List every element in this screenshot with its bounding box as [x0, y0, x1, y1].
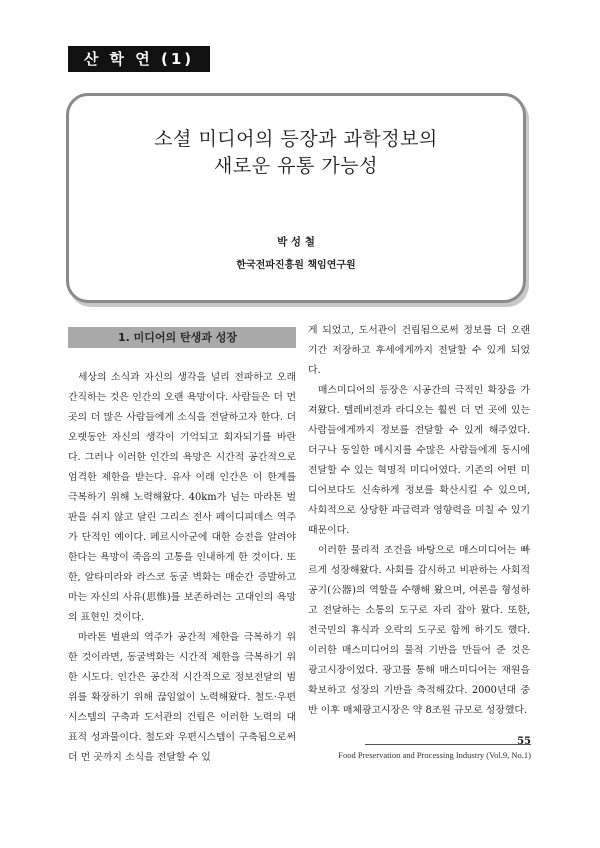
left-column [68, 368, 296, 768]
title-box [66, 93, 526, 303]
journal-name: Food Preservation and Processing Industry (Vol.9, No.1) [338, 750, 531, 760]
author-name: 박 성 철 [277, 236, 315, 248]
page-number: 55 [517, 736, 531, 747]
series-tag: 산 학 연 (1) [68, 46, 210, 72]
paragraph: 마라톤 벌판의 역주가 공간적 제한을 극복하기 위한 것이라면, 동굴벽화는 시간적 제한을 극복하기 위한 시도다. 인간은 공간적 시간적으로 정보전달의 범위를 확장하기 위해 끊임없이 노력해왔다. 철도·우편시스템의 구축과 도서관의 건립은 이러한 노력의 대표적 성과물이다. 철도와 우편시스템이 구축됨으로써 더 먼 곳까지 소식을 전달할 수 있 [68, 632, 296, 763]
footer-rule [365, 744, 531, 745]
section-heading: 1. 미디어의 탄생과 성장 [68, 327, 296, 348]
paragraph: 세상의 소식과 자신의 생각을 널리 전파하고 오래 간직하는 것은 인간의 오랜 욕망이다. 사람들은 더 먼 곳의 더 많은 사람들에게 소식을 전달하고자 한다. 더 오랫동안 자신의 생각이 기억되고 회자되기를 바란다. 그러나 이러한 인간의 욕망은 시간적 공간적으로 엄격한 제한을 받는다. 유사 이래 인간은 이 한계를 극복하기 위해 노력해왔다. 40km가 넘는 마라톤 벌판을 쉬지 않고 달린 그리스 전사 페이디피데스 역주가 단적인 예이다. 페르시아군에 대한 승전을 알려야 한다는 욕망이 죽음의 고통을 인내하게 한 것이다. 또한, 알타미라와 라스코 동굴 벽화는 매순간 증발하고 마는 자신의 사유(思惟)를 보존하려는 고대인의 욕망의 표현인 것이다. [68, 372, 296, 623]
paragraph-continued: 게 되었고, 도서관이 건립됨으로써 정보를 더 오랜 기간 저장하고 후세에게까지 전달할 수 있게 되었다. [308, 325, 530, 376]
article-title [69, 126, 523, 180]
paragraph: 이러한 물리적 조건을 바탕으로 매스미디어는 빠르게 성장해왔다. 사회를 감시하고 비판하는 사회적 공기(公器)의 역할을 수행해 왔으며, 여론을 형성하고 전달하는 소통의 도구로 자리 잡아 왔다. 또한, 전국민의 휴식과 오락의 도구로 함께 하기도 했다. 이러한 매스미디어의 물적 기반을 만들어 준 것은 광고시장이었다. 광고를 통해 매스미디어는 재원을 확보하고 성장의 기반을 축적해갔다. 2000년대 중반 이후 매체광고시장은 약 8조원 규모로 성장했다. [308, 545, 530, 716]
right-column [308, 321, 530, 721]
article-title-line-2: 새로운 유통 가능성 [214, 155, 378, 177]
article-title-line-1: 소셜 미디어의 등장과 과학정보의 [154, 128, 438, 150]
author-affiliation: 한국전파진흥원 책임연구원 [236, 260, 356, 271]
paragraph: 매스미디어의 등장은 시공간의 극적인 확장을 가져왔다. 텔레비전과 라디오는 훨씬 더 먼 곳에 있는 사람들에게까지 정보를 전달할 수 있게 해주었다. 더구나 동일한 메시지를 수많은 사람들에게 동시에 전달할 수 있는 혁명적 미디어였다. 기존의 어떤 미디어보다도 신속하게 정보를 확산시킬 수 있으며, 사회적으로 상당한 파급력과 영향력을 미칠 수 있기 때문이다. [308, 385, 530, 536]
